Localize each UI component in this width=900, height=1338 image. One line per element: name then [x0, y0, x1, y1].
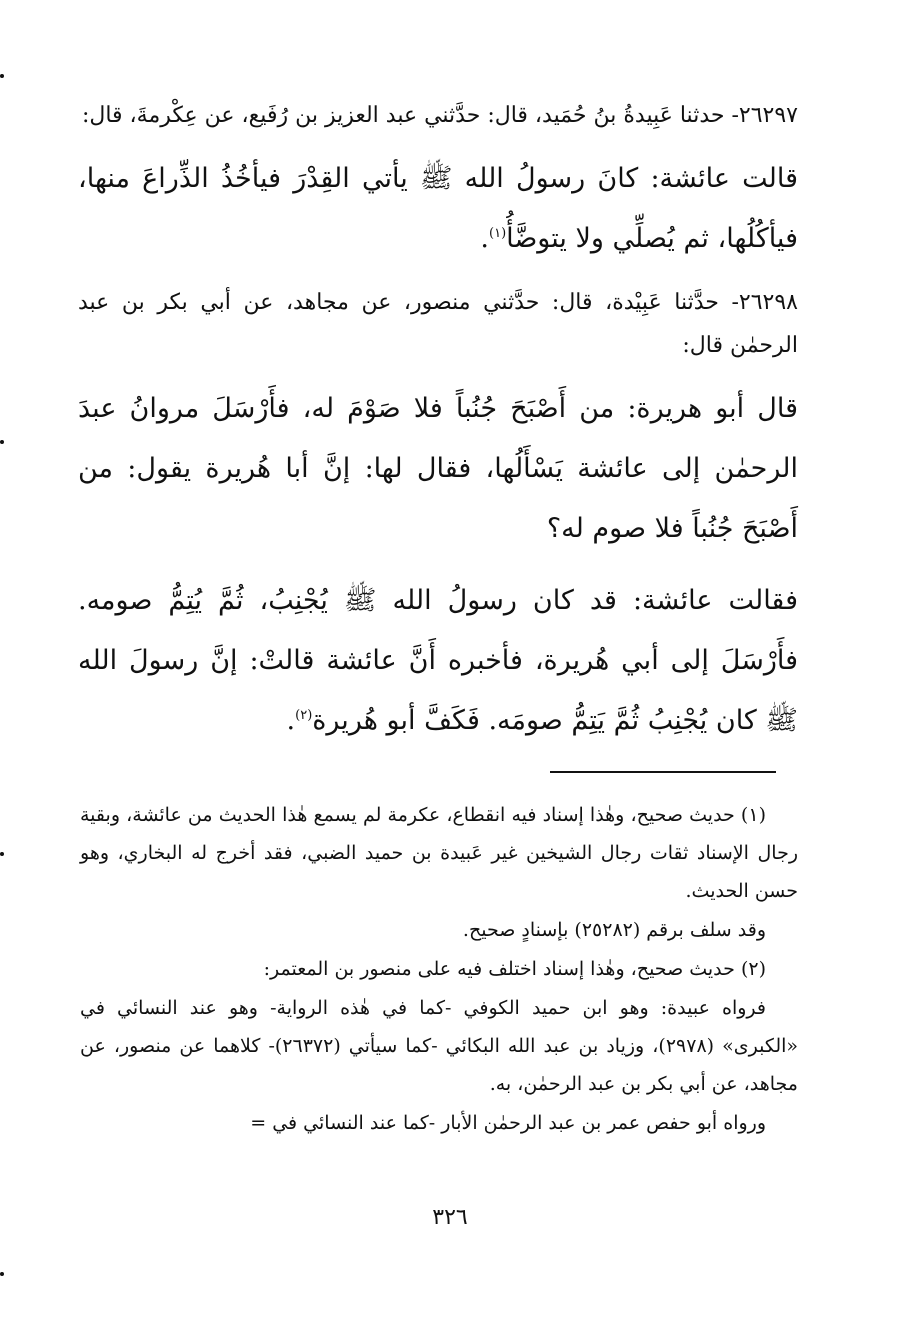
- footnote-1-continued: وقد سلف برقم (٢٥٢٨٢) بإسنادٍ صحيح.: [462, 919, 766, 941]
- margin-dot: [0, 1272, 4, 1276]
- footnote-1: (١) حديث صحيح، وهٰذا إسناد فيه انقطاع، عكرمة لم يسمع هٰذا الحديث من عائشة، وبقية رجال الإسناد ثقات رجال الشيخين غير عَبيدة بن حميد الضبي، فقد أخرج له البخاري، وهو حسن الحديث.: [80, 804, 798, 902]
- hadith-26297-isnad: ٢٦٢٩٧- حدثنا عَبِيدةُ بنُ حُمَيد، قال: حدَّثني عبد العزيز بن رُفَيع، عن عِكْرمةَ، قال:: [81, 103, 798, 128]
- margin-dot: [0, 852, 4, 856]
- footnote-2-continued: فرواه عبيدة: وهو ابن حميد الكوفي -كما في هٰذه الرواية- وهو عند النسائي في «الكبرى» (٢٩٧٨)، وزياد بن عبد الله البكائي -كما سيأتي (٢٦٣٧٢)- كلاهما عن منصور، عن مجاهد، عن أبي بكر بن عبد الرحمٰن، به.: [80, 997, 799, 1095]
- hadith-26298-matn-1: قال أبو هريرة: من أَصْبَحَ جُنُباً فلا صَوْمَ له، فأَرْسَلَ مروانُ عبدَ الرحمٰن إلى عائشة يَسْأَلُها، فقال لها: إنَّ أبا هُريرة يقول: من أَصْبَحَ جُنُباً فلا صوم له؟: [78, 393, 798, 544]
- hadith-26297-text: قالت عائشة: كانَ رسولُ الله ﷺ يأتي القِدْرَ فيأخُذُ الذِّراعَ منها، فيأكُلُها، ثم يُصلِّي ولا يتوضَّأُ: [78, 163, 798, 254]
- page-number: ٣٢٦: [432, 1205, 468, 1230]
- margin-dot: [0, 440, 4, 444]
- footnote-separator: [550, 771, 776, 773]
- footnote-ref-2[interactable]: (٢): [295, 708, 313, 723]
- hadith-26298-isnad: ٢٦٢٩٨- حدَّثنا عَبِيْدة، قال: حدَّثني منصور، عن مجاهد، عن أبي بكر بن عبد الرحمٰن قال:: [78, 290, 798, 358]
- margin-dot: [0, 74, 4, 78]
- footnote-ref-1[interactable]: (١): [489, 226, 507, 241]
- hadith-26298-text: فقالت عائشة: قد كان رسولُ الله ﷺ يُجْنِبُ، ثُمَّ يُتِمُّ صومه. فأَرْسَلَ إلى أبي هُريرة، فأخبره أَنَّ عائشة قالتْ: إنَّ رسولَ الله ﷺ كان يُجْنِبُ ثُمَّ يَتِمُّ صومَه. فَكَفَّ أبو هُريرة: [78, 585, 798, 736]
- footnotes: [80, 796, 798, 1143]
- hadith-26297-matn: قالت عائشة: كانَ رسولُ الله ﷺ يأتي القِدْرَ فيأخُذُ الذِّراعَ منها، فيأكُلُها، ثم يُصلِّي ولا يتوضَّأُ$^{(١)}$.: [78, 163, 798, 254]
- footnote-2-continued-2: ورواه أبو حفص عمر بن عبد الرحمٰن الأبار -كما عند النسائي في =: [250, 1112, 766, 1134]
- main-text: [78, 94, 798, 751]
- hadith-26298-matn-2: فقالت عائشة: قد كان رسولُ الله ﷺ يُجْنِبُ، ثُمَّ يُتِمُّ صومه. فأَرْسَلَ إلى أبي هُريرة، فأخبره أَنَّ عائشة قالتْ: إنَّ رسولَ الله ﷺ كان يُجْنِبُ ثُمَّ يَتِمُّ صومَه. فَكَفَّ أبو هُريرة$^{(٢)}$.: [78, 585, 798, 736]
- footnote-2: (٢) حديث صحيح، وهٰذا إسناد اختلف فيه على منصور بن المعتمر:: [263, 958, 766, 980]
